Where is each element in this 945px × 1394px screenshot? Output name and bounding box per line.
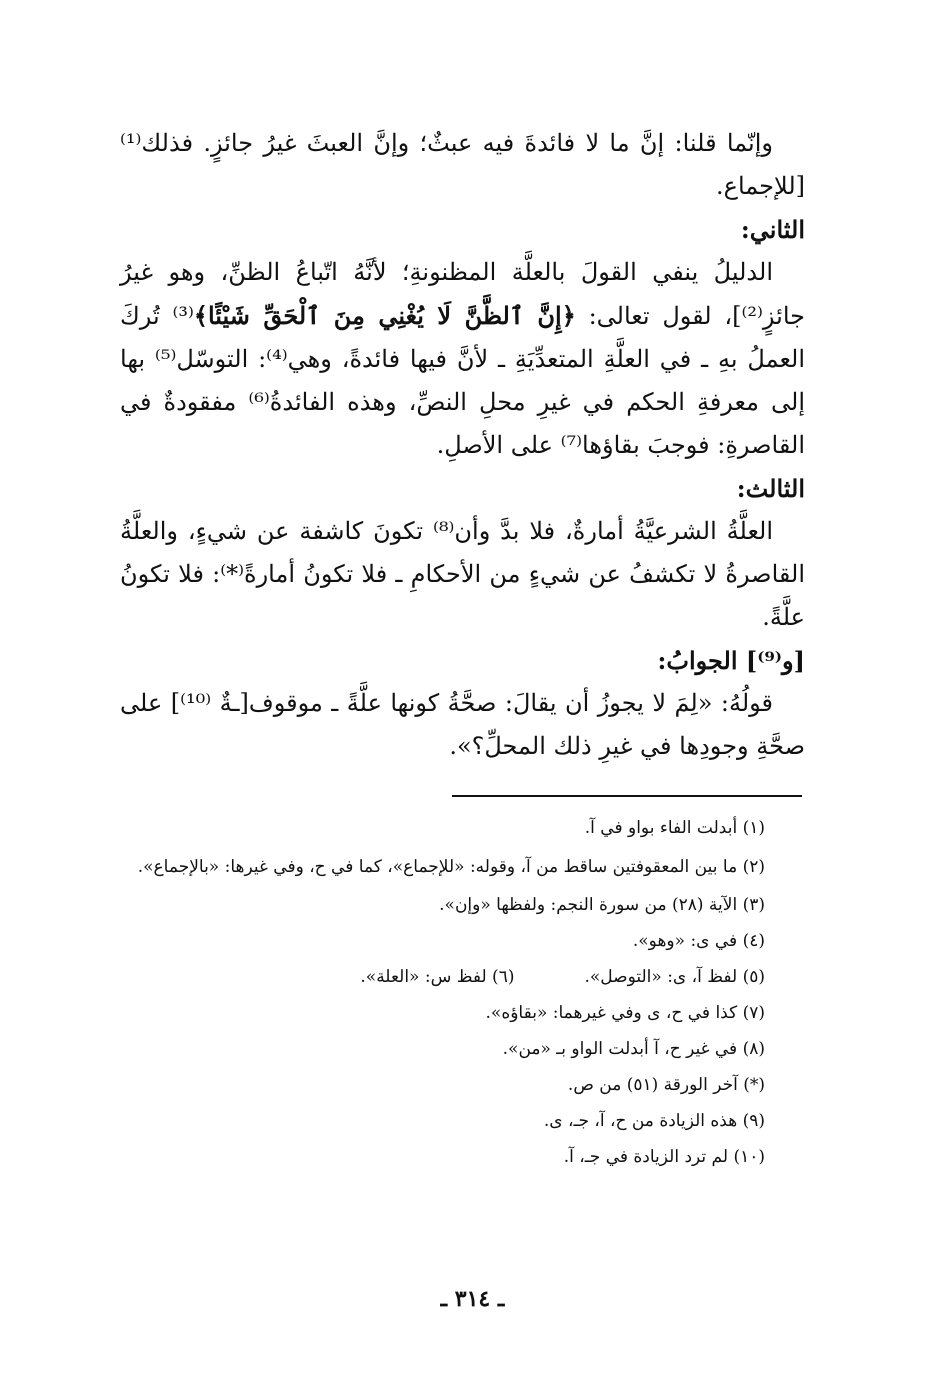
paragraph-third-argument: العلَّةُ الشرعيَّةُ أمارةٌ، فلا بدَّ وأن⁽⁸⁾ تكونَ كاشفة عن شيءٍ، والعلَّةُ القاصرةُ لا تكشفُ عن شيءٍ من الأحكامِ ـ فلا تكونُ أمارةً⁽*⁾: فلا تكونُ علَّةً.	[120, 517, 805, 631]
footnote-row-5-6	[120, 959, 805, 995]
main-text	[120, 122, 805, 768]
paragraph-second-argument	[120, 251, 805, 467]
footnote-5: (٥) لفظ آ، ى: «التوصل».	[584, 967, 765, 987]
heading-third: الثالث:	[736, 474, 805, 503]
paragraph-second-lead: الدليلُ ينفي القولَ بالعلَّة المظنونةِ؛ لأنَّهُ اتّباعُ الظنِّ، وهو غيرُ جائزٍ⁽²⁾]، لقول تعالى:	[120, 258, 805, 330]
footnote-8: (٨) في غير ح، آ أبدلت الواو بـ «من».	[502, 1039, 765, 1059]
paragraph-second-rest: ⁽³⁾ تُركَ العملُ بهِ ـ في العلَّةِ المتعدِّيَةِ ـ لأنَّ فيها فائدةً، وهي⁽⁴⁾: التوسّل⁽⁵⁾ بها إلى معرفةِ الحكم في غيرِ محلِ النصِّ، وهذه الفائدةُ⁽⁶⁾ مفقودةٌ في القاصرةِ: فوجبَ بقاؤها⁽⁷⁾ على الأصلِ.	[120, 302, 806, 459]
footnotes	[120, 810, 805, 1175]
footnote-3: (٣) الآية (٢٨) من سورة النجم: ولفظها «وإن».	[439, 895, 765, 915]
footnote-4: (٤) في ى: «وهو».	[632, 931, 765, 951]
paragraph-answer: قولُهُ: «لِمَ لا يجوزُ أن يقالَ: صحَّةُ كونها علَّةً ـ موقوف[ـةٌ ⁽¹⁰⁾] على صحَّةِ وجودِها في غيرِ ذلك المحلِّ؟».	[120, 689, 805, 760]
heading-second: الثاني:	[740, 215, 805, 244]
footnote-1: (١) أبدلت الفاء بواو في آ.	[584, 818, 765, 838]
footnote-7: (٧) كذا في ح، ى وفي غيرهما: «بقاؤه».	[485, 1003, 765, 1023]
footnote-9: (٩) هذه الزيادة من ح، آ، جـ، ى.	[543, 1111, 765, 1131]
heading-answer: [و⁽⁹⁾] الجوابُ:	[657, 646, 805, 675]
footnote-6: (٦) لفظ س: «العلة».	[360, 967, 515, 987]
footnote-2: (٢) ما بين المعقوفتين ساقط من آ، وقوله: «للإجماع»، كما في ح، وفي غيرها: «بالإجماع».	[137, 857, 765, 877]
footnote-10: (١٠) لم ترد الزيادة في جـ، آ.	[563, 1147, 765, 1167]
paragraph-intro: وإنّما قلنا: إنَّ ما لا فائدةَ فيه عبثٌ؛ وإنَّ العبثَ غيرُ جائزٍ. فذلك⁽¹⁾ [للإجماع.	[120, 129, 805, 200]
quran-quote: ﴿إِنَّ ٱلظَّنَّ لَا يُغْنِي مِنَ ٱلْحَقِّ شَيْئًا﴾	[193, 301, 576, 330]
footnote-star: (*) آخر الورقة (٥١) من ص.	[567, 1075, 765, 1095]
footnote-separator	[452, 795, 802, 797]
page-number: ـ ٣١٤ ـ	[440, 1286, 505, 1312]
